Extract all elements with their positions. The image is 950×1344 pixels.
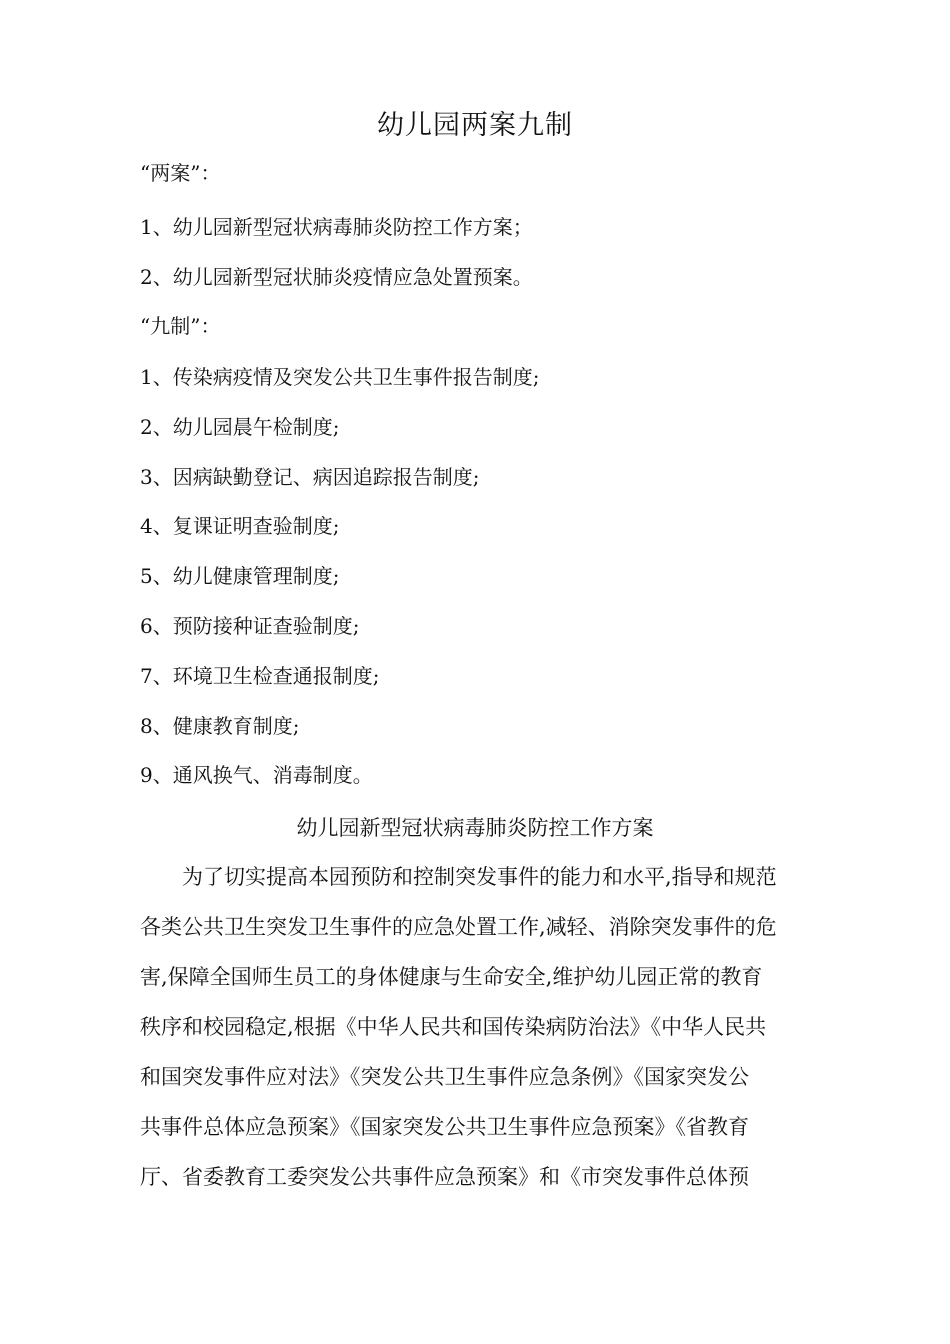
nine-rules-item: 4、复课证明查验制度;: [140, 514, 340, 538]
body-text-line: 和国突发事件应对法》《突发公共卫生事件应急条例》《国家突发公: [140, 1065, 749, 1089]
two-plans-item: 1、幼儿园新型冠状病毒肺炎防控工作方案；: [140, 215, 533, 239]
nine-rules-item: 2、幼儿园晨午检制度;: [140, 415, 340, 439]
body-text-line: 为了切实提高本园预防和控制突发事件的能力和水平,指导和规范: [140, 865, 777, 889]
section-title: 幼儿园新型冠状病毒肺炎防控工作方案: [296, 816, 654, 840]
body-text-line: 各类公共卫生突发卫生事件的应急处置工作,减轻、消除突发事件的危: [140, 915, 777, 939]
nine-rules-item: 8、健康教育制度;: [140, 714, 300, 738]
document-title: 幼儿园两案九制: [377, 110, 573, 141]
two-plans-label: “两案”：: [140, 161, 221, 185]
nine-rules-item: 1、传染病疫情及突发公共卫生事件报告制度;: [140, 365, 540, 389]
body-text-line: 厅、省委教育工委突发公共事件应急预案》和《市突发事件总体预: [140, 1165, 749, 1189]
nine-rules-label: “九制”：: [140, 314, 221, 338]
nine-rules-item: 9、通风换气、消毒制度。: [140, 763, 373, 787]
two-plans-item: 2、幼儿园新型冠状肺炎疫情应急处置预案。: [140, 265, 533, 289]
nine-rules-item: 5、幼儿健康管理制度;: [140, 564, 340, 588]
nine-rules-item: 3、因病缺勤登记、病因追踪报告制度;: [140, 465, 480, 489]
body-text-line: 害,保障全国师生员工的身体健康与生命安全,维护幼儿园正常的教育: [140, 965, 763, 989]
nine-rules-item: 7、环境卫生检查通报制度;: [140, 664, 380, 688]
body-text-line: 秩序和校园稳定,根据《中华人民共和国传染病防治法》《中华人民共: [140, 1015, 767, 1039]
body-text-line: 共事件总体应急预案》《国家突发公共卫生事件应急预案》《省教育: [140, 1115, 749, 1139]
nine-rules-item: 6、预防接种证查验制度;: [140, 614, 360, 638]
